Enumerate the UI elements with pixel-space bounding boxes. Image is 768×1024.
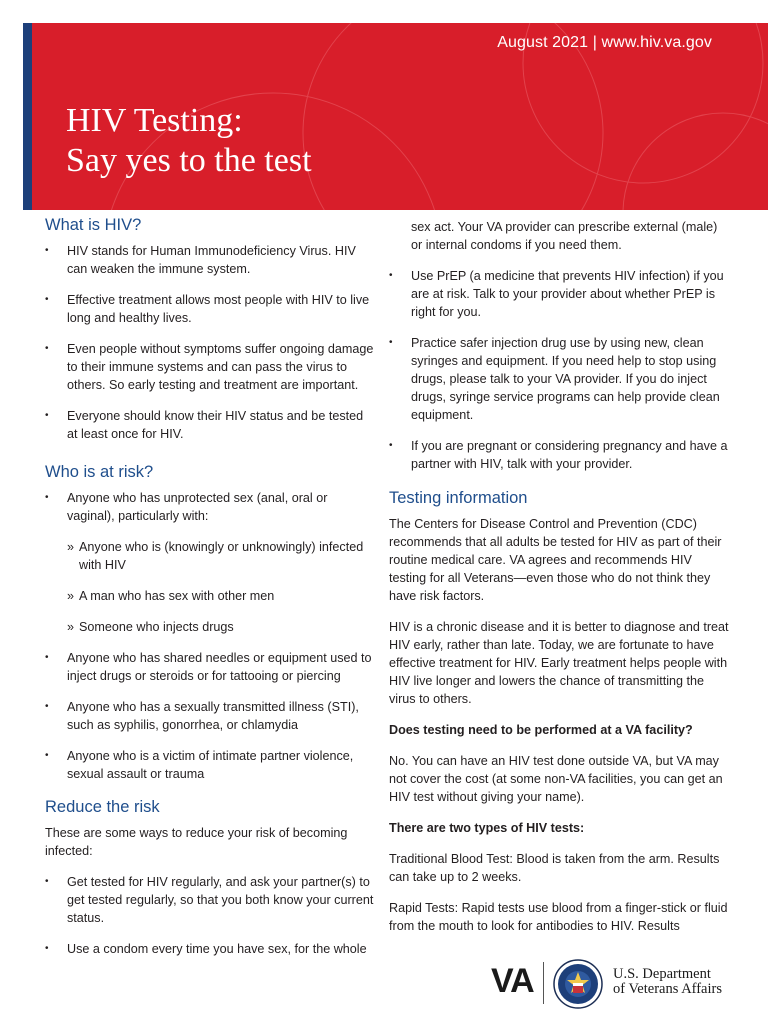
reduce-risk-list-continued	[389, 267, 729, 473]
date-and-url: August 2021 | www.hiv.va.gov	[497, 34, 712, 51]
title-line-1: HIV Testing:	[66, 102, 243, 139]
list-item: • Effective treatment allows most people with HIV to live long and healthy lives.	[45, 291, 375, 327]
section-heading-who-is-at-risk: Who is at risk?	[45, 463, 154, 481]
va-footer-logo	[491, 958, 731, 1008]
rapid-test-text: Rapid Tests: Rapid tests use blood from a finger-stick or fluid from the mouth to look for antibodies to HIV. Results	[389, 901, 728, 933]
list-item: • Practice safer injection drug use by using new, clean syringes and equipment. If you need help to stop using drugs, please talk to your VA provider. If you do inject drugs, syringe service programs can help provide clean equipment.	[389, 334, 729, 424]
header-banner	[23, 23, 768, 210]
sub-list-item: » Someone who injects drugs	[67, 618, 375, 636]
list-item: • If you are pregnant or considering pregnancy and have a partner with HIV, talk with your provider.	[389, 437, 729, 473]
list-item: • Use a condom every time you have sex, for the whole	[45, 940, 375, 958]
reduce-risk-list	[45, 873, 375, 958]
testing-paragraph: HIV is a chronic disease and it is better to diagnose and treat HIV early, rather than late. Today, we are fortunate to have effective treatment for HIV. Early treatment helps people with HIV live longer and lowers the chance of transmitting the virus to others.	[389, 620, 729, 706]
department-line-2: of Veterans Affairs	[613, 981, 722, 997]
logo-divider	[543, 962, 544, 1004]
sub-list-item: » Anyone who is (knowingly or unknowingly) infected with HIV	[67, 538, 375, 574]
va-logo: VA	[491, 962, 534, 1000]
what-is-hiv-list	[45, 242, 375, 443]
section-heading-testing-information: Testing information	[389, 489, 528, 507]
test-types-heading: There are two types of HIV tests:	[389, 821, 585, 835]
sub-list-item: » A man who has sex with other men	[67, 587, 375, 605]
list-item: • Use PrEP (a medicine that prevents HIV infection) if you are at risk. Talk to your provider about whether PrEP is right for you.	[389, 267, 729, 321]
list-item: • Even people without symptoms suffer ongoing damage to their immune systems and can pass the virus to others. So early testing and treatment are important.	[45, 340, 375, 394]
right-column	[389, 218, 729, 948]
list-item: • HIV stands for Human Immunodeficiency Virus. HIV can weaken the immune system.	[45, 242, 375, 278]
page-title	[66, 101, 312, 181]
traditional-test-text: Traditional Blood Test: Blood is taken from the arm. Results can take up to 2 weeks.	[389, 852, 720, 884]
list-item: • Anyone who is a victim of intimate partner violence, sexual assault or trauma	[45, 747, 375, 783]
testing-question: Does testing need to be performed at a VA facility?	[389, 723, 693, 737]
list-item: • Get tested for HIV regularly, and ask your partner(s) to get tested regularly, so that you both know your current status.	[45, 873, 375, 927]
testing-answer: No. You can have an HIV test done outside VA, but VA may not cover the cost (at some non-VA facilities, you can get an HIV test without giving your name).	[389, 754, 723, 804]
title-line-2: Say yes to the test	[66, 142, 312, 179]
left-column	[45, 214, 375, 971]
list-item	[45, 489, 375, 636]
testing-paragraph: The Centers for Disease Control and Prevention (CDC) recommends that all adults be tested for HIV as part of their routine medical care. VA agrees and recommends HIV testing for all Veterans—even those who do not think they have risk factors.	[389, 517, 722, 603]
list-item: • Everyone should know their HIV status and be tested at least once for HIV.	[45, 407, 375, 443]
department-name	[613, 967, 722, 997]
list-item-text: Anyone who has unprotected sex (anal, oral or vaginal), particularly with:	[67, 491, 328, 523]
va-seal-icon	[553, 959, 603, 1009]
reduce-risk-continued: sex act. Your VA provider can prescribe external (male) or internal condoms if you need them.	[411, 220, 718, 252]
reduce-risk-intro: These are some ways to reduce your risk of becoming infected:	[45, 826, 348, 858]
section-heading-what-is-hiv: What is HIV?	[45, 216, 142, 234]
risk-sub-list	[67, 538, 375, 636]
department-line-1: U.S. Department	[613, 966, 711, 982]
who-at-risk-list	[45, 489, 375, 783]
section-heading-reduce-the-risk: Reduce the risk	[45, 798, 160, 816]
list-item: • Anyone who has shared needles or equipment used to inject drugs or steroids or for tattooing or piercing	[45, 649, 375, 685]
list-item: • Anyone who has a sexually transmitted illness (STI), such as syphilis, gonorrhea, or chlamydia	[45, 698, 375, 734]
